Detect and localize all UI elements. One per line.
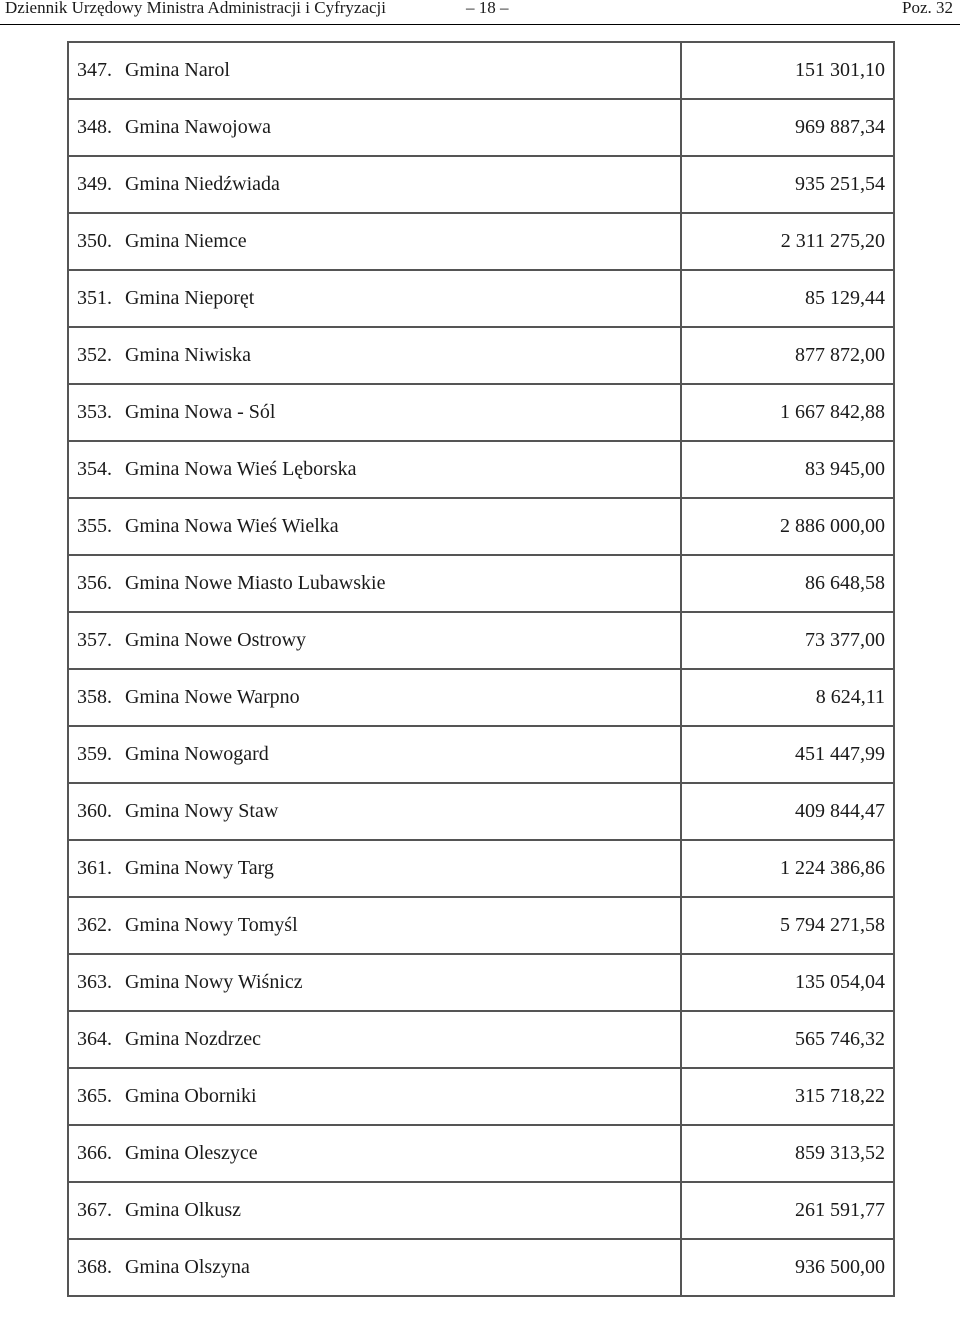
municipality-name: Gmina Oleszyce — [118, 1125, 681, 1182]
amount-value: 151 301,10 — [681, 42, 894, 99]
municipality-table — [67, 41, 895, 1297]
amount-value: 8 624,11 — [681, 669, 894, 726]
municipality-name: Gmina Nowe Ostrowy — [118, 612, 681, 669]
table-row — [68, 270, 894, 327]
municipality-name: Gmina Oborniki — [118, 1068, 681, 1125]
table-row — [68, 840, 894, 897]
row-number: 363. — [68, 954, 118, 1011]
amount-value: 409 844,47 — [681, 783, 894, 840]
table-row — [68, 954, 894, 1011]
amount-value: 2 886 000,00 — [681, 498, 894, 555]
table-row — [68, 42, 894, 99]
amount-value: 86 648,58 — [681, 555, 894, 612]
table-row — [68, 783, 894, 840]
municipality-name: Gmina Olkusz — [118, 1182, 681, 1239]
table-row — [68, 498, 894, 555]
row-number: 362. — [68, 897, 118, 954]
amount-value: 1 667 842,88 — [681, 384, 894, 441]
row-number: 352. — [68, 327, 118, 384]
municipality-name: Gmina Nowy Targ — [118, 840, 681, 897]
row-number: 356. — [68, 555, 118, 612]
municipality-name: Gmina Nowa Wieś Lęborska — [118, 441, 681, 498]
table-row — [68, 897, 894, 954]
municipality-name: Gmina Nowe Miasto Lubawskie — [118, 555, 681, 612]
amount-value: 565 746,32 — [681, 1011, 894, 1068]
row-number: 357. — [68, 612, 118, 669]
row-number: 349. — [68, 156, 118, 213]
municipality-name: Gmina Nieporęt — [118, 270, 681, 327]
row-number: 361. — [68, 840, 118, 897]
amount-value: 315 718,22 — [681, 1068, 894, 1125]
amount-value: 261 591,77 — [681, 1182, 894, 1239]
journal-title: Dziennik Urzędowy Ministra Administracji i Cyfryzacji — [5, 0, 386, 17]
table-row — [68, 726, 894, 783]
table-row — [68, 384, 894, 441]
amount-value: 877 872,00 — [681, 327, 894, 384]
table-row — [68, 1068, 894, 1125]
table-row — [68, 1182, 894, 1239]
amount-value: 2 311 275,20 — [681, 213, 894, 270]
row-number: 348. — [68, 99, 118, 156]
amount-value: 451 447,99 — [681, 726, 894, 783]
page-number: – 18 – — [466, 0, 509, 17]
row-number: 368. — [68, 1239, 118, 1296]
table-row — [68, 327, 894, 384]
amount-value: 83 945,00 — [681, 441, 894, 498]
table-row — [68, 1011, 894, 1068]
municipality-name: Gmina Olszyna — [118, 1239, 681, 1296]
row-number: 359. — [68, 726, 118, 783]
municipality-name: Gmina Nowe Warpno — [118, 669, 681, 726]
row-number: 364. — [68, 1011, 118, 1068]
amount-value: 969 887,34 — [681, 99, 894, 156]
table-row — [68, 213, 894, 270]
municipality-name: Gmina Nowogard — [118, 726, 681, 783]
municipality-name: Gmina Niwiska — [118, 327, 681, 384]
municipality-name: Gmina Narol — [118, 42, 681, 99]
row-number: 354. — [68, 441, 118, 498]
municipality-name: Gmina Nowy Wiśnicz — [118, 954, 681, 1011]
table-row — [68, 156, 894, 213]
table-row — [68, 555, 894, 612]
row-number: 358. — [68, 669, 118, 726]
table-row — [68, 441, 894, 498]
municipality-name: Gmina Nowa Wieś Wielka — [118, 498, 681, 555]
amount-value: 85 129,44 — [681, 270, 894, 327]
table-row — [68, 1125, 894, 1182]
row-number: 355. — [68, 498, 118, 555]
municipality-table-body — [68, 42, 894, 1296]
municipality-name: Gmina Nowy Staw — [118, 783, 681, 840]
row-number: 366. — [68, 1125, 118, 1182]
amount-value: 135 054,04 — [681, 954, 894, 1011]
municipality-name: Gmina Niemce — [118, 213, 681, 270]
municipality-name: Gmina Nowa - Sól — [118, 384, 681, 441]
row-number: 360. — [68, 783, 118, 840]
amount-value: 1 224 386,86 — [681, 840, 894, 897]
municipality-name: Gmina Nawojowa — [118, 99, 681, 156]
municipality-name: Gmina Nozdrzec — [118, 1011, 681, 1068]
amount-value: 935 251,54 — [681, 156, 894, 213]
page-header — [0, 0, 960, 25]
table-row — [68, 612, 894, 669]
table-row — [68, 669, 894, 726]
row-number: 353. — [68, 384, 118, 441]
amount-value: 936 500,00 — [681, 1239, 894, 1296]
municipality-name: Gmina Nowy Tomyśl — [118, 897, 681, 954]
amount-value: 859 313,52 — [681, 1125, 894, 1182]
row-number: 367. — [68, 1182, 118, 1239]
municipality-name: Gmina Niedźwiada — [118, 156, 681, 213]
amount-value: 73 377,00 — [681, 612, 894, 669]
position-number: Poz. 32 — [902, 0, 953, 17]
row-number: 347. — [68, 42, 118, 99]
amount-value: 5 794 271,58 — [681, 897, 894, 954]
row-number: 365. — [68, 1068, 118, 1125]
row-number: 351. — [68, 270, 118, 327]
row-number: 350. — [68, 213, 118, 270]
table-row — [68, 99, 894, 156]
table-row — [68, 1239, 894, 1296]
